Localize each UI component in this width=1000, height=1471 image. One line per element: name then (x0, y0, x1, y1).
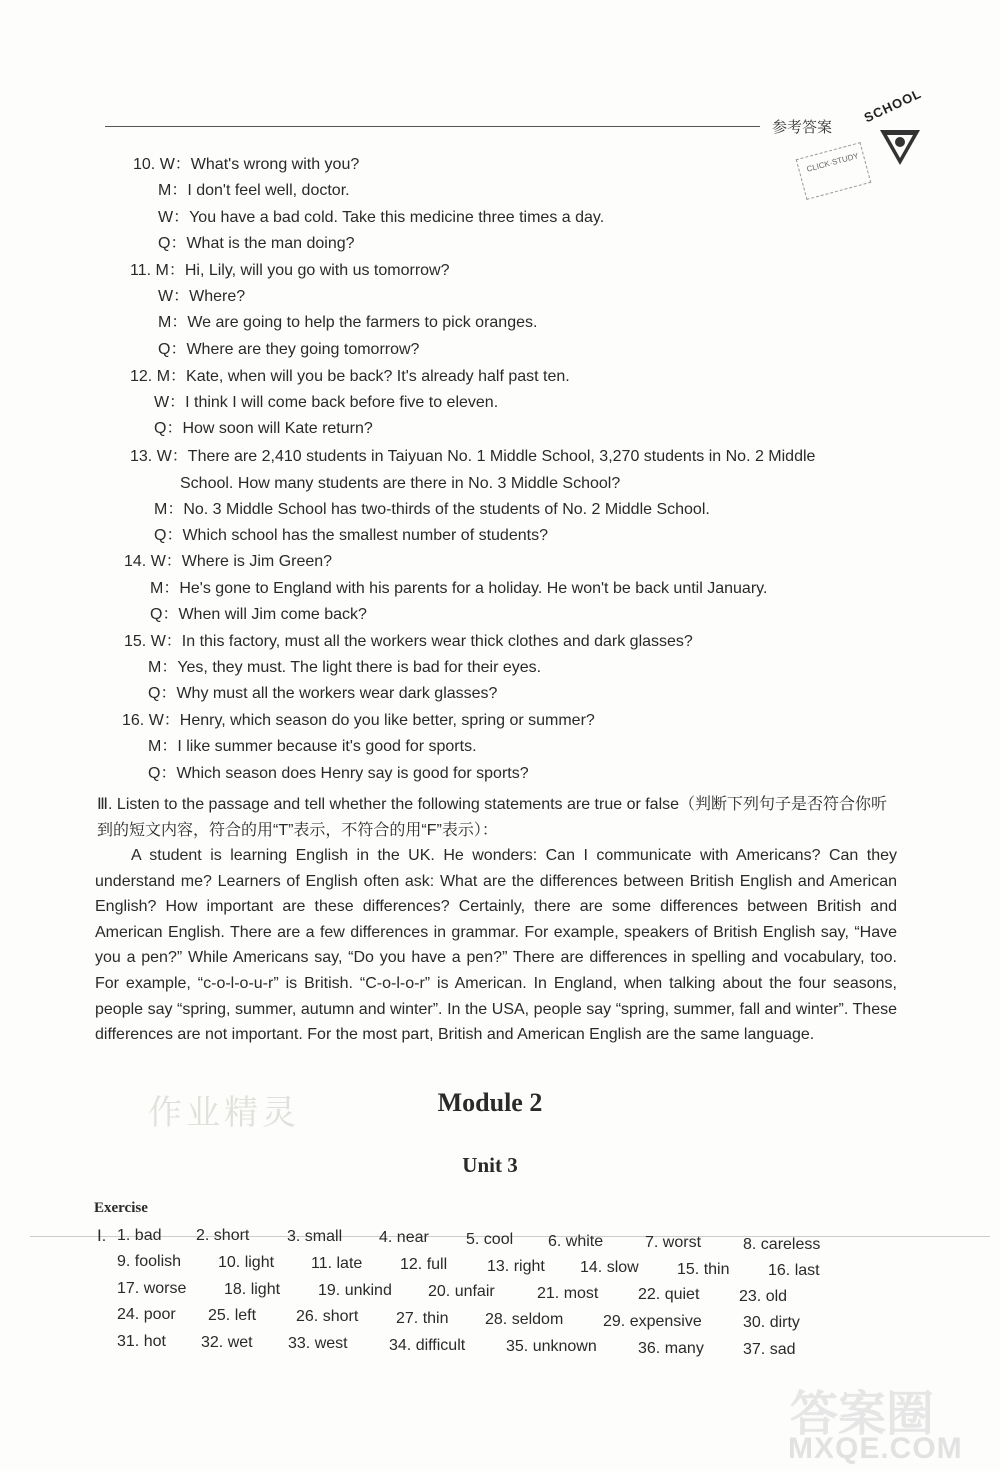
watermark-text: 作业精灵 (148, 1094, 300, 1132)
answer-item: 1. bad (117, 1227, 162, 1244)
header-label: 参考答案 (772, 119, 833, 136)
dialog-13-w-cont: School. How many students are there in No. 3 Middle School? (180, 475, 621, 492)
dialog-13-q: Q：Which school has the smallest number of students? (154, 527, 548, 544)
answer-item: 37. sad (743, 1341, 796, 1358)
section-3-instruction: Ⅲ. Listen to the passage and tell whether the following statements are true or false（判断下列句子是否符合你听到的短文内容，符合的用“T”表示，不符合的用“F”表示）： (97, 796, 888, 839)
dialog-12-w: W：I think I will come back before five to eleven. (154, 394, 499, 411)
dialog-10-w2: W：You have a bad cold. Take this medicine three times a day. (158, 209, 605, 226)
dialog-14-q: Q：When will Jim come back? (150, 606, 367, 623)
dialog-11-q: Q：Where are they going tomorrow? (158, 341, 420, 358)
dialog-15-w: 15. W：In this factory, must all the workers wear thick clothes and dark glasses? (124, 633, 693, 650)
school-logo-text: SCHOOL (861, 85, 924, 126)
dialog-16-q: Q：Which season does Henry say is good for sports? (148, 765, 529, 782)
dialog-13-m: M：No. 3 Middle School has two-thirds of the students of No. 2 Middle School. (154, 501, 710, 518)
answer-item: 32. wet (201, 1334, 253, 1351)
answer-item: 7. worst (645, 1234, 702, 1251)
answer-item: 14. slow (580, 1259, 639, 1276)
unit-title: Unit 3 (462, 1153, 518, 1177)
module-title: Module 2 (437, 1088, 543, 1117)
answer-item: 25. left (208, 1307, 257, 1324)
answer-item: 23. old (739, 1288, 788, 1305)
answer-item: 15. thin (677, 1261, 730, 1278)
answer-item: 20. unfair (428, 1283, 495, 1300)
dialog-16-m: M：I like summer because it's good for sports. (148, 738, 477, 755)
answer-item: 9. foolish (117, 1253, 182, 1270)
answer-item: 11. late (311, 1255, 363, 1272)
header-rule (105, 126, 760, 127)
answer-item: 28. seldom (485, 1311, 564, 1328)
answer-item: 29. expensive (603, 1313, 702, 1330)
section-1-marker: Ⅰ. (97, 1228, 107, 1245)
answer-item: 22. quiet (638, 1286, 700, 1303)
answer-item: 24. poor (117, 1306, 176, 1323)
dialog-14-w: 14. W：Where is Jim Green? (124, 553, 333, 570)
answer-item: 33. west (288, 1335, 348, 1352)
dialog-10-m: M：I don't feel well, doctor. (158, 182, 350, 199)
answer-item: 35. unknown (506, 1338, 597, 1355)
answer-item: 5. cool (466, 1231, 514, 1248)
answer-item: 18. light (224, 1281, 281, 1298)
answer-item: 13. right (487, 1258, 545, 1275)
answer-item: 10. light (218, 1254, 275, 1271)
answer-item: 27. thin (396, 1310, 449, 1327)
answer-item: 3. small (287, 1228, 343, 1245)
dialog-12-q: Q：How soon will Kate return? (154, 420, 373, 437)
corner-watermark-url: MXQE.COM (788, 1432, 963, 1465)
answer-item: 16. last (768, 1262, 820, 1279)
answer-item: 31. hot (117, 1333, 166, 1350)
answer-item: 36. many (638, 1340, 704, 1357)
answer-item: 17. worse (117, 1280, 187, 1297)
answer-item: 34. difficult (389, 1337, 466, 1354)
answer-item: 4. near (379, 1229, 429, 1246)
dialog-12-m: 12. M：Kate, when will you be back? It's already half past ten. (130, 368, 570, 385)
listening-passage: A student is learning English in the UK. He wonders: Can I communicate with Americans? Can they understand me? Learners of English often ask: What are the differences between British English and American English? How important are these differences? Certainly, there are some differences between British and American English. There are a few differences in grammar. For example, speakers of British English say, “Have you a pen?” While Americans say, “Do you have a pen?” There are differences in spelling and vocabulary, too. For example, “c-o-l-o-u-r” is British. “C-o-l-o-r” is American. In England, when talking about the four seasons, people say “spring, summer, autumn and winter”. In the USA, people say “spring, summer, fall and winter”. These differences are not important. For the most part, British and American English are the same language. (95, 847, 897, 1044)
dialog-10-q: Q：What is the man doing? (158, 235, 355, 252)
answer-item: 26. short (296, 1308, 359, 1325)
dialog-16-w: 16. W：Henry, which season do you like better, spring or summer? (122, 712, 595, 729)
dialog-11-w: W：Where? (158, 288, 246, 305)
dialog-11-m: 11. M：Hi, Lily, will you go with us tomorrow? (130, 262, 450, 279)
corner-watermark: 答案圈 (790, 1388, 935, 1441)
dialog-15-m: M：Yes, they must. The light there is bad for their eyes. (148, 659, 542, 676)
answer-item: 30. dirty (743, 1314, 800, 1331)
dialog-10-w: 10. W：What's wrong with you? (133, 156, 360, 173)
exercise-heading: Exercise (94, 1200, 148, 1216)
answer-item: 8. careless (743, 1236, 821, 1253)
answer-item: 21. most (537, 1285, 599, 1302)
stamp-text: CLICK·STUDY (805, 151, 860, 174)
dialog-13-w: 13. W：There are 2,410 students in Taiyuan No. 1 Middle School, 3,270 students in No. 2 Middle (130, 448, 816, 465)
answer-item: 2. short (196, 1227, 250, 1244)
dialog-14-m: M：He's gone to England with his parents for a holiday. He won't be back until January. (150, 580, 768, 597)
dialog-11-m2: M：We are going to help the farmers to pick oranges. (158, 314, 538, 331)
dialog-15-q: Q：Why must all the workers wear dark glasses? (148, 685, 498, 702)
answer-item: 12. full (400, 1256, 448, 1273)
answer-item: 6. white (548, 1233, 604, 1250)
answer-item: 19. unkind (318, 1282, 392, 1299)
